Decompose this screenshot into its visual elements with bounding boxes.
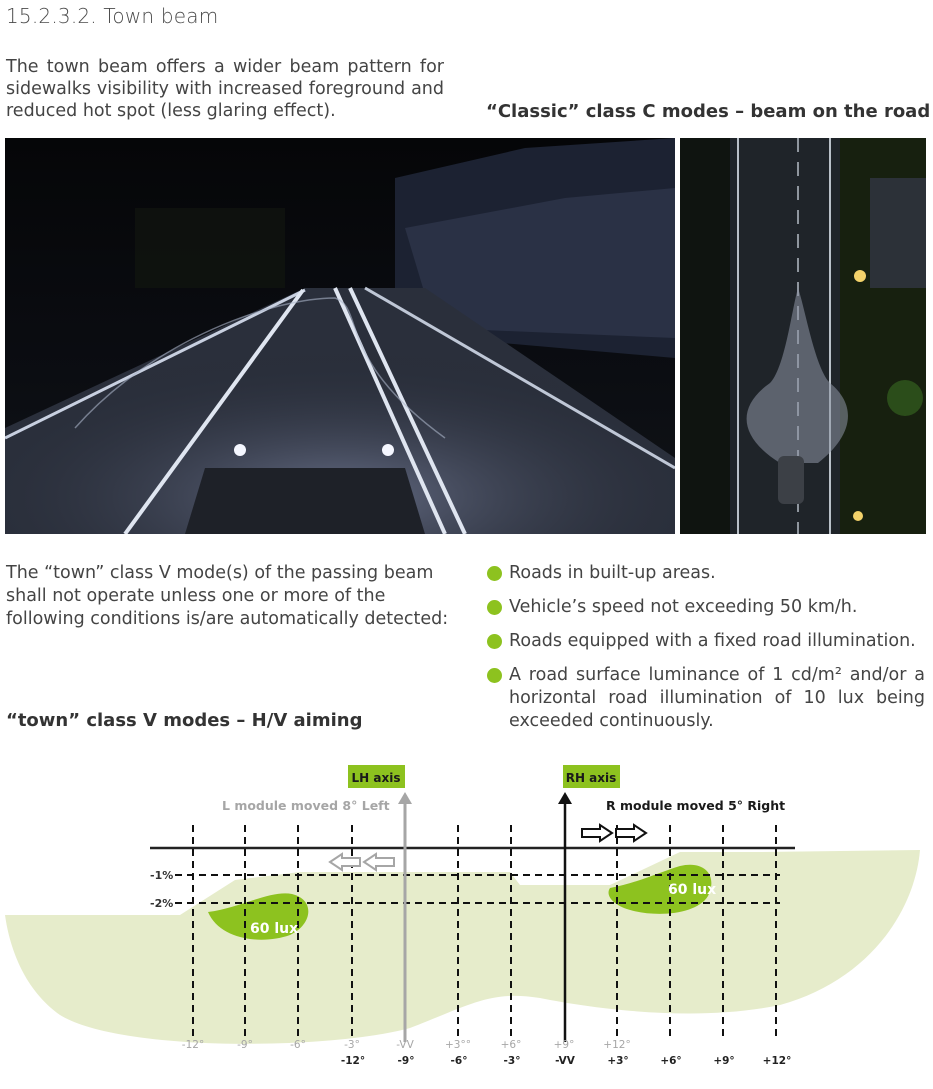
conditions-list xyxy=(487,562,925,744)
tick-label: -VV xyxy=(555,1055,575,1067)
aiming-diagram xyxy=(0,760,933,1085)
town-modes-heading: “town” class V modes – H/V aiming xyxy=(6,710,363,731)
tick-label: +6° xyxy=(660,1055,682,1067)
lh-axis-arrow-icon xyxy=(398,792,412,804)
left-shift-arrows xyxy=(330,854,394,870)
tick-label: +9° xyxy=(553,1039,575,1051)
tick-label: -3° xyxy=(503,1055,521,1067)
l-module-note: L module moved 8° Left xyxy=(222,798,390,813)
list-item: Vehicle’s speed not exceeding 50 km/h. xyxy=(487,596,925,619)
lux-label-right: 60 lux xyxy=(668,882,717,898)
lh-axis-label: LH axis xyxy=(351,771,401,785)
row-label-minus1: -1% xyxy=(150,869,174,882)
tick-label: +6° xyxy=(500,1039,522,1051)
bullet-dot-icon xyxy=(487,668,502,683)
tick-label: +3°° xyxy=(445,1039,471,1051)
tick-label: +3° xyxy=(607,1055,629,1067)
tick-label: -12° xyxy=(340,1055,366,1067)
tick-label: -3° xyxy=(344,1039,360,1051)
rh-tick-labels xyxy=(341,1055,791,1067)
r-module-note: R module moved 5° Right xyxy=(606,798,786,813)
tick-label: +12° xyxy=(603,1039,631,1051)
classic-modes-heading: “Classic” class C modes – beam on the road xyxy=(486,101,931,122)
section-title: 15.2.3.2. Town beam xyxy=(6,4,219,28)
tick-label: -12° xyxy=(181,1039,205,1051)
rh-axis-label: RH axis xyxy=(565,771,617,785)
list-item: Roads in built-up areas. xyxy=(487,562,925,585)
arrow-left-icon xyxy=(330,854,360,870)
lh-tick-labels xyxy=(182,1039,631,1051)
rh-axis-arrow-icon xyxy=(558,792,572,804)
list-item: Roads equipped with a fixed road illumination. xyxy=(487,630,925,653)
arrow-left-icon xyxy=(364,854,394,870)
tick-label: +12° xyxy=(762,1055,792,1067)
tick-label: -VV xyxy=(396,1039,414,1051)
tick-label: -9° xyxy=(397,1055,415,1067)
tick-label: -9° xyxy=(237,1039,253,1051)
top-view-photo xyxy=(680,138,926,534)
driver-view-photo xyxy=(5,138,675,534)
bullet-dot-icon xyxy=(487,566,502,581)
bullet-dot-icon xyxy=(487,600,502,615)
intro-paragraph: The town beam offers a wider beam pattern for sidewalks visibility with increased foreground and reduced hot spot (less glaring effect). xyxy=(6,57,444,121)
tick-label: -6° xyxy=(450,1055,468,1067)
row-label-minus2: -2% xyxy=(150,897,174,910)
arrow-right-icon xyxy=(582,825,612,841)
tick-label: +9° xyxy=(713,1055,735,1067)
lux-label-left: 60 lux xyxy=(250,921,299,937)
arrow-right-icon xyxy=(616,825,646,841)
right-shift-arrows xyxy=(582,825,646,841)
bullet-dot-icon xyxy=(487,634,502,649)
tick-label: -6° xyxy=(290,1039,306,1051)
conditions-intro: The “town” class V mode(s) of the passing beam shall not operate unless one or more of the following conditions is/are automatically detected: xyxy=(6,563,449,629)
list-item: A road surface luminance of 1 cd/m² and/or a horizontal road illumination of 10 lux being exceeded continuously. xyxy=(487,664,925,733)
beam-pattern-area xyxy=(5,850,920,1044)
